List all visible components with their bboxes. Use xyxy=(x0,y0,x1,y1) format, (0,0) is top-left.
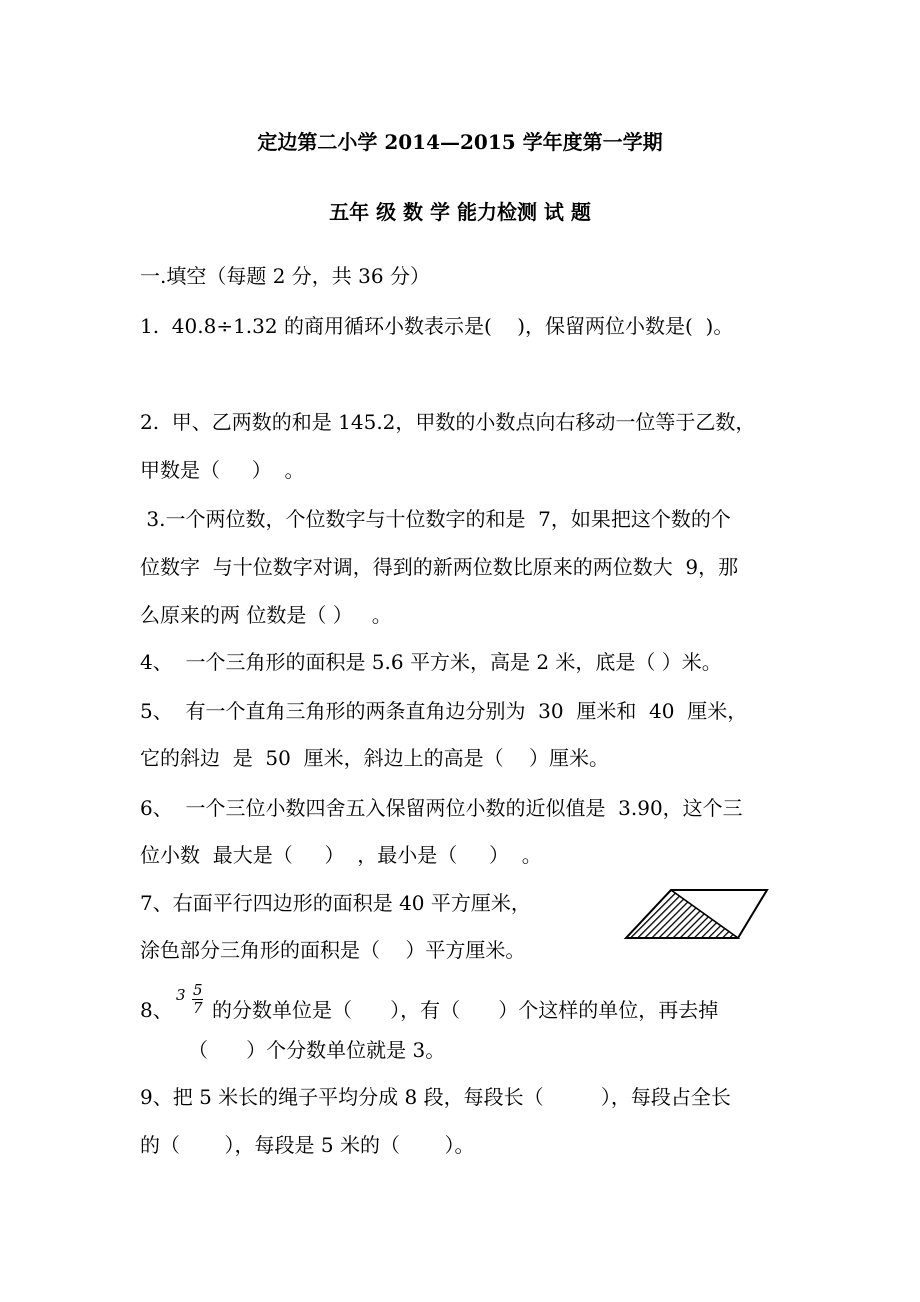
mixed-fraction xyxy=(176,982,212,1022)
fraction-denominator: 7 xyxy=(193,999,203,1017)
school-title: 定边第二小学 2014—2015 学年度第一学期 xyxy=(257,130,663,154)
fraction-whole: 3 xyxy=(176,986,186,1004)
question-2-line-1: 2. 甲、乙两数的和是 145.2，甲数的小数点向右移动一位等于乙数， xyxy=(140,410,756,434)
question-8-line-2: （ ）个分数单位就是 3。 xyxy=(188,1038,446,1062)
parallelogram-figure xyxy=(620,884,772,942)
question-2-line-2: 甲数是（ ） 。 xyxy=(140,458,305,482)
question-5-line-1: 5、 有一个直角三角形的两条直角边分别为 30 厘米和 40 厘米， xyxy=(140,699,748,723)
question-6-line-2: 位小数 最大是（ ） ，最小是（ ） 。 xyxy=(140,843,542,867)
exam-title: 五年 级 数 学 能力检测 试 题 xyxy=(329,200,591,224)
question-3-line-1: 3.一个两位数，个位数字与十位数字的和是 7，如果把这个数的个 xyxy=(140,507,731,531)
question-1: 1. 40.8÷1.32 的商用循环小数表示是( )，保留两位小数是( )。 xyxy=(140,314,734,338)
question-9-line-1: 9、把 5 米长的绳子平均分成 8 段，每段长（ ），每段占全长 xyxy=(140,1085,731,1109)
question-9-line-2: 的（ ），每段是 5 米的（ ）。 xyxy=(140,1133,475,1157)
question-5-line-2: 它的斜边 是 50 厘米，斜边上的高是（ ）厘米。 xyxy=(140,746,610,770)
section-heading: 一.填空（每题 2 分，共 36 分） xyxy=(140,264,430,288)
question-3-line-2: 位数字 与十位数字对调，得到的新两位数比原来的两位数大 9，那 xyxy=(140,555,739,579)
question-7-line-2: 涂色部分三角形的面积是（ ）平方厘米。 xyxy=(140,938,526,962)
question-8-line-1: 的分数单位是（ ），有（ ）个这样的单位，再去掉 xyxy=(212,998,719,1022)
shaded-triangle xyxy=(626,890,738,938)
question-6-line-1: 6、 一个三位小数四舍五入保留两位小数的近似值是 3.90，这个三 xyxy=(140,796,743,820)
question-7-line-1: 7、右面平行四边形的面积是 40 平方厘米， xyxy=(140,891,531,915)
question-3-line-3: 么原来的两 位数是（ ） 。 xyxy=(140,603,392,627)
question-4: 4、 一个三角形的面积是 5.6 平方米，高是 2 米，底是（ ）米。 xyxy=(140,650,722,674)
fraction-numerator: 5 xyxy=(193,981,203,999)
question-8-number: 8、 xyxy=(140,998,173,1022)
